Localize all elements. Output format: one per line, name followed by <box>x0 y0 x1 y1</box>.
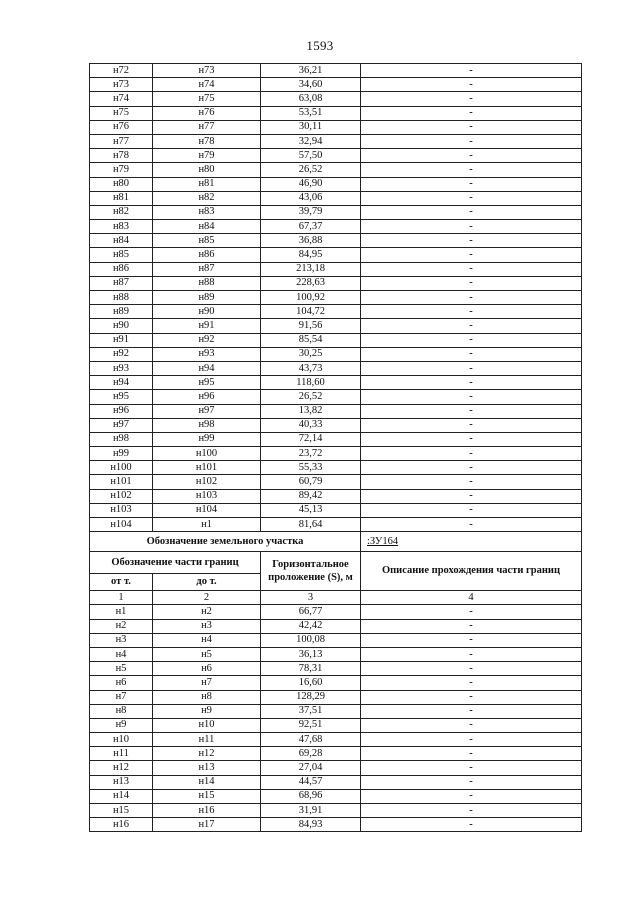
distance-cell: 36,88 <box>261 234 361 248</box>
description-cell: - <box>361 191 582 205</box>
to-point-cell: н74 <box>153 78 261 92</box>
to-point-cell: н7 <box>153 676 261 690</box>
distance-cell: 213,18 <box>261 262 361 276</box>
distance-cell: 30,11 <box>261 120 361 134</box>
from-point-cell: н78 <box>90 149 153 163</box>
to-point-cell: н73 <box>153 64 261 78</box>
from-point-cell: н97 <box>90 418 153 432</box>
description-cell: - <box>361 64 582 78</box>
from-point-cell: н80 <box>90 177 153 191</box>
description-cell: - <box>361 619 582 633</box>
table-row <box>90 489 582 503</box>
description-header: Описание прохождения части границ <box>361 552 582 591</box>
to-point-cell: н4 <box>153 633 261 647</box>
description-cell: - <box>361 92 582 106</box>
description-cell: - <box>361 662 582 676</box>
table-row <box>90 390 582 404</box>
from-point-cell: н15 <box>90 804 153 818</box>
column-number: 4 <box>361 591 582 605</box>
description-cell: - <box>361 291 582 305</box>
from-point-cell: н86 <box>90 262 153 276</box>
table-row <box>90 305 582 319</box>
description-cell: - <box>361 718 582 732</box>
from-point-cell: н16 <box>90 818 153 832</box>
to-point-cell: н77 <box>153 120 261 134</box>
distance-cell: 43,06 <box>261 191 361 205</box>
from-point-cell: н99 <box>90 447 153 461</box>
table-row <box>90 347 582 361</box>
distance-cell: 100,92 <box>261 291 361 305</box>
distance-cell: 45,13 <box>261 503 361 517</box>
table-row <box>90 262 582 276</box>
from-point-cell: н73 <box>90 78 153 92</box>
to-point-cell: н5 <box>153 647 261 661</box>
from-point-cell: н3 <box>90 633 153 647</box>
to-point-cell: н87 <box>153 262 261 276</box>
from-point-cell: н87 <box>90 276 153 290</box>
to-point-cell: н101 <box>153 461 261 475</box>
table-row <box>90 461 582 475</box>
description-cell: - <box>361 447 582 461</box>
table-row <box>90 633 582 647</box>
description-cell: - <box>361 149 582 163</box>
description-cell: - <box>361 319 582 333</box>
to-header: до т. <box>153 574 261 591</box>
from-point-cell: н102 <box>90 489 153 503</box>
table-row <box>90 789 582 803</box>
from-point-cell: н85 <box>90 248 153 262</box>
description-cell: - <box>361 361 582 375</box>
from-point-cell: н84 <box>90 234 153 248</box>
from-point-cell: н103 <box>90 503 153 517</box>
from-point-cell: н12 <box>90 761 153 775</box>
distance-cell: 57,50 <box>261 149 361 163</box>
from-point-cell: н75 <box>90 106 153 120</box>
description-cell: - <box>361 106 582 120</box>
from-point-cell: н81 <box>90 191 153 205</box>
description-cell: - <box>361 163 582 177</box>
from-point-cell: н88 <box>90 291 153 305</box>
table-row <box>90 818 582 832</box>
description-cell: - <box>361 404 582 418</box>
to-point-cell: н104 <box>153 503 261 517</box>
description-cell: - <box>361 690 582 704</box>
description-cell: - <box>361 804 582 818</box>
description-cell: - <box>361 305 582 319</box>
table-row <box>90 134 582 148</box>
table-row <box>90 662 582 676</box>
distance-cell: 16,60 <box>261 676 361 690</box>
parcel-label: Обозначение земельного участка <box>90 532 361 552</box>
from-point-cell: н104 <box>90 518 153 532</box>
from-point-cell: н11 <box>90 747 153 761</box>
table-row <box>90 747 582 761</box>
parcel-section <box>90 532 582 605</box>
from-point-cell: н83 <box>90 220 153 234</box>
description-cell: - <box>361 503 582 517</box>
to-point-cell: н1 <box>153 518 261 532</box>
to-point-cell: н12 <box>153 747 261 761</box>
description-cell: - <box>361 120 582 134</box>
distance-cell: 92,51 <box>261 718 361 732</box>
description-cell: - <box>361 475 582 489</box>
to-point-cell: н85 <box>153 234 261 248</box>
to-point-cell: н79 <box>153 149 261 163</box>
to-point-cell: н83 <box>153 205 261 219</box>
table-row <box>90 447 582 461</box>
from-point-cell: н14 <box>90 789 153 803</box>
distance-cell: 44,57 <box>261 775 361 789</box>
table-row <box>90 804 582 818</box>
distance-cell: 81,64 <box>261 518 361 532</box>
distance-cell: 39,79 <box>261 205 361 219</box>
to-point-cell: н99 <box>153 432 261 446</box>
table-row <box>90 163 582 177</box>
distance-cell: 30,25 <box>261 347 361 361</box>
description-cell: - <box>361 276 582 290</box>
description-cell: - <box>361 676 582 690</box>
description-cell: - <box>361 248 582 262</box>
table-row <box>90 718 582 732</box>
column-number: 3 <box>261 591 361 605</box>
to-point-cell: н78 <box>153 134 261 148</box>
column-number: 1 <box>90 591 153 605</box>
distance-cell: 67,37 <box>261 220 361 234</box>
table-row <box>90 503 582 517</box>
to-point-cell: н91 <box>153 319 261 333</box>
distance-cell: 47,68 <box>261 733 361 747</box>
parcel-code: :ЗУ164 <box>361 532 582 552</box>
table-row <box>90 177 582 191</box>
description-cell: - <box>361 605 582 619</box>
table-row <box>90 319 582 333</box>
from-point-cell: н79 <box>90 163 153 177</box>
distance-cell: 53,51 <box>261 106 361 120</box>
distance-cell: 72,14 <box>261 432 361 446</box>
to-point-cell: н11 <box>153 733 261 747</box>
description-cell: - <box>361 775 582 789</box>
to-point-cell: н80 <box>153 163 261 177</box>
to-point-cell: н8 <box>153 690 261 704</box>
distance-cell: 91,56 <box>261 319 361 333</box>
table-row <box>90 605 582 619</box>
page-number: 1593 <box>306 38 334 53</box>
table-row <box>90 475 582 489</box>
from-point-cell: н94 <box>90 376 153 390</box>
part-designation-header: Обозначение части границ <box>90 552 261 574</box>
description-cell: - <box>361 205 582 219</box>
distance-cell: 26,52 <box>261 390 361 404</box>
from-point-cell: н96 <box>90 404 153 418</box>
to-point-cell: н98 <box>153 418 261 432</box>
distance-cell: 63,08 <box>261 92 361 106</box>
distance-cell: 32,94 <box>261 134 361 148</box>
distance-cell: 27,04 <box>261 761 361 775</box>
distance-cell: 78,31 <box>261 662 361 676</box>
to-point-cell: н9 <box>153 704 261 718</box>
description-cell: - <box>361 647 582 661</box>
description-cell: - <box>361 333 582 347</box>
boundary-rows-bottom <box>90 605 582 832</box>
to-point-cell: н86 <box>153 248 261 262</box>
header-row <box>90 552 582 574</box>
table-row <box>90 376 582 390</box>
parcel-row <box>90 532 582 552</box>
to-point-cell: н94 <box>153 361 261 375</box>
to-point-cell: н13 <box>153 761 261 775</box>
table-row <box>90 205 582 219</box>
description-cell: - <box>361 78 582 92</box>
from-point-cell: н95 <box>90 390 153 404</box>
from-point-cell: н90 <box>90 319 153 333</box>
to-point-cell: н103 <box>153 489 261 503</box>
to-point-cell: н92 <box>153 333 261 347</box>
table-row <box>90 120 582 134</box>
to-point-cell: н90 <box>153 305 261 319</box>
distance-cell: 37,51 <box>261 704 361 718</box>
description-cell: - <box>361 704 582 718</box>
from-point-cell: н10 <box>90 733 153 747</box>
description-cell: - <box>361 390 582 404</box>
distance-cell: 66,77 <box>261 605 361 619</box>
from-point-cell: н98 <box>90 432 153 446</box>
distance-cell: 104,72 <box>261 305 361 319</box>
from-point-cell: н100 <box>90 461 153 475</box>
from-point-cell: н4 <box>90 647 153 661</box>
to-point-cell: н102 <box>153 475 261 489</box>
description-cell: - <box>361 376 582 390</box>
to-point-cell: н76 <box>153 106 261 120</box>
from-point-cell: н91 <box>90 333 153 347</box>
table-row <box>90 106 582 120</box>
distance-cell: 69,28 <box>261 747 361 761</box>
to-point-cell: н88 <box>153 276 261 290</box>
distance-cell: 128,29 <box>261 690 361 704</box>
from-point-cell: н77 <box>90 134 153 148</box>
from-header: от т. <box>90 574 153 591</box>
from-point-cell: н2 <box>90 619 153 633</box>
to-point-cell: н95 <box>153 376 261 390</box>
distance-cell: 84,93 <box>261 818 361 832</box>
distance-cell: 43,73 <box>261 361 361 375</box>
from-point-cell: н74 <box>90 92 153 106</box>
table-row <box>90 690 582 704</box>
distance-cell: 26,52 <box>261 163 361 177</box>
description-cell: - <box>361 432 582 446</box>
horizontal-header: Горизонтальное проложение (S), м <box>261 552 361 591</box>
table-row <box>90 647 582 661</box>
from-point-cell: н7 <box>90 690 153 704</box>
to-point-cell: н2 <box>153 605 261 619</box>
description-cell: - <box>361 234 582 248</box>
from-point-cell: н101 <box>90 475 153 489</box>
from-point-cell: н76 <box>90 120 153 134</box>
table-row <box>90 676 582 690</box>
table-row <box>90 78 582 92</box>
from-point-cell: н9 <box>90 718 153 732</box>
from-point-cell: н13 <box>90 775 153 789</box>
table-row <box>90 361 582 375</box>
table-row <box>90 92 582 106</box>
description-cell: - <box>361 747 582 761</box>
description-cell: - <box>361 220 582 234</box>
to-point-cell: н97 <box>153 404 261 418</box>
table-row <box>90 775 582 789</box>
distance-cell: 228,63 <box>261 276 361 290</box>
distance-cell: 36,13 <box>261 647 361 661</box>
distance-cell: 13,82 <box>261 404 361 418</box>
to-point-cell: н16 <box>153 804 261 818</box>
description-cell: - <box>361 789 582 803</box>
table-row <box>90 191 582 205</box>
distance-cell: 34,60 <box>261 78 361 92</box>
table-row <box>90 518 582 532</box>
description-cell: - <box>361 418 582 432</box>
column-number-row <box>90 591 582 605</box>
table-row <box>90 704 582 718</box>
description-cell: - <box>361 347 582 361</box>
to-point-cell: н15 <box>153 789 261 803</box>
description-cell: - <box>361 134 582 148</box>
distance-cell: 100,08 <box>261 633 361 647</box>
from-point-cell: н72 <box>90 64 153 78</box>
from-point-cell: н92 <box>90 347 153 361</box>
table-row <box>90 619 582 633</box>
from-point-cell: н89 <box>90 305 153 319</box>
table-row <box>90 149 582 163</box>
to-point-cell: н17 <box>153 818 261 832</box>
to-point-cell: н75 <box>153 92 261 106</box>
table-row <box>90 234 582 248</box>
from-point-cell: н5 <box>90 662 153 676</box>
table-row <box>90 761 582 775</box>
description-cell: - <box>361 818 582 832</box>
distance-cell: 118,60 <box>261 376 361 390</box>
to-point-cell: н89 <box>153 291 261 305</box>
description-cell: - <box>361 733 582 747</box>
table-row <box>90 432 582 446</box>
distance-cell: 23,72 <box>261 447 361 461</box>
distance-cell: 36,21 <box>261 64 361 78</box>
distance-cell: 68,96 <box>261 789 361 803</box>
from-point-cell: н93 <box>90 361 153 375</box>
distance-cell: 42,42 <box>261 619 361 633</box>
distance-cell: 60,79 <box>261 475 361 489</box>
to-point-cell: н81 <box>153 177 261 191</box>
description-cell: - <box>361 761 582 775</box>
from-point-cell: н1 <box>90 605 153 619</box>
boundary-table <box>89 63 582 832</box>
to-point-cell: н96 <box>153 390 261 404</box>
boundary-rows-top <box>90 64 582 532</box>
to-point-cell: н14 <box>153 775 261 789</box>
to-point-cell: н93 <box>153 347 261 361</box>
table-row <box>90 418 582 432</box>
distance-cell: 84,95 <box>261 248 361 262</box>
description-cell: - <box>361 633 582 647</box>
description-cell: - <box>361 177 582 191</box>
column-number: 2 <box>153 591 261 605</box>
to-point-cell: н82 <box>153 191 261 205</box>
table-row <box>90 220 582 234</box>
from-point-cell: н6 <box>90 676 153 690</box>
distance-cell: 89,42 <box>261 489 361 503</box>
distance-cell: 31,91 <box>261 804 361 818</box>
description-cell: - <box>361 461 582 475</box>
description-cell: - <box>361 489 582 503</box>
distance-cell: 46,90 <box>261 177 361 191</box>
table-row <box>90 404 582 418</box>
to-point-cell: н84 <box>153 220 261 234</box>
to-point-cell: н6 <box>153 662 261 676</box>
to-point-cell: н100 <box>153 447 261 461</box>
from-point-cell: н8 <box>90 704 153 718</box>
description-cell: - <box>361 518 582 532</box>
to-point-cell: н3 <box>153 619 261 633</box>
from-point-cell: н82 <box>90 205 153 219</box>
table-row <box>90 248 582 262</box>
to-point-cell: н10 <box>153 718 261 732</box>
distance-cell: 85,54 <box>261 333 361 347</box>
table-row <box>90 291 582 305</box>
distance-cell: 55,33 <box>261 461 361 475</box>
table-row <box>90 64 582 78</box>
table-row <box>90 333 582 347</box>
table-row <box>90 733 582 747</box>
description-cell: - <box>361 262 582 276</box>
distance-cell: 40,33 <box>261 418 361 432</box>
table-row <box>90 276 582 290</box>
